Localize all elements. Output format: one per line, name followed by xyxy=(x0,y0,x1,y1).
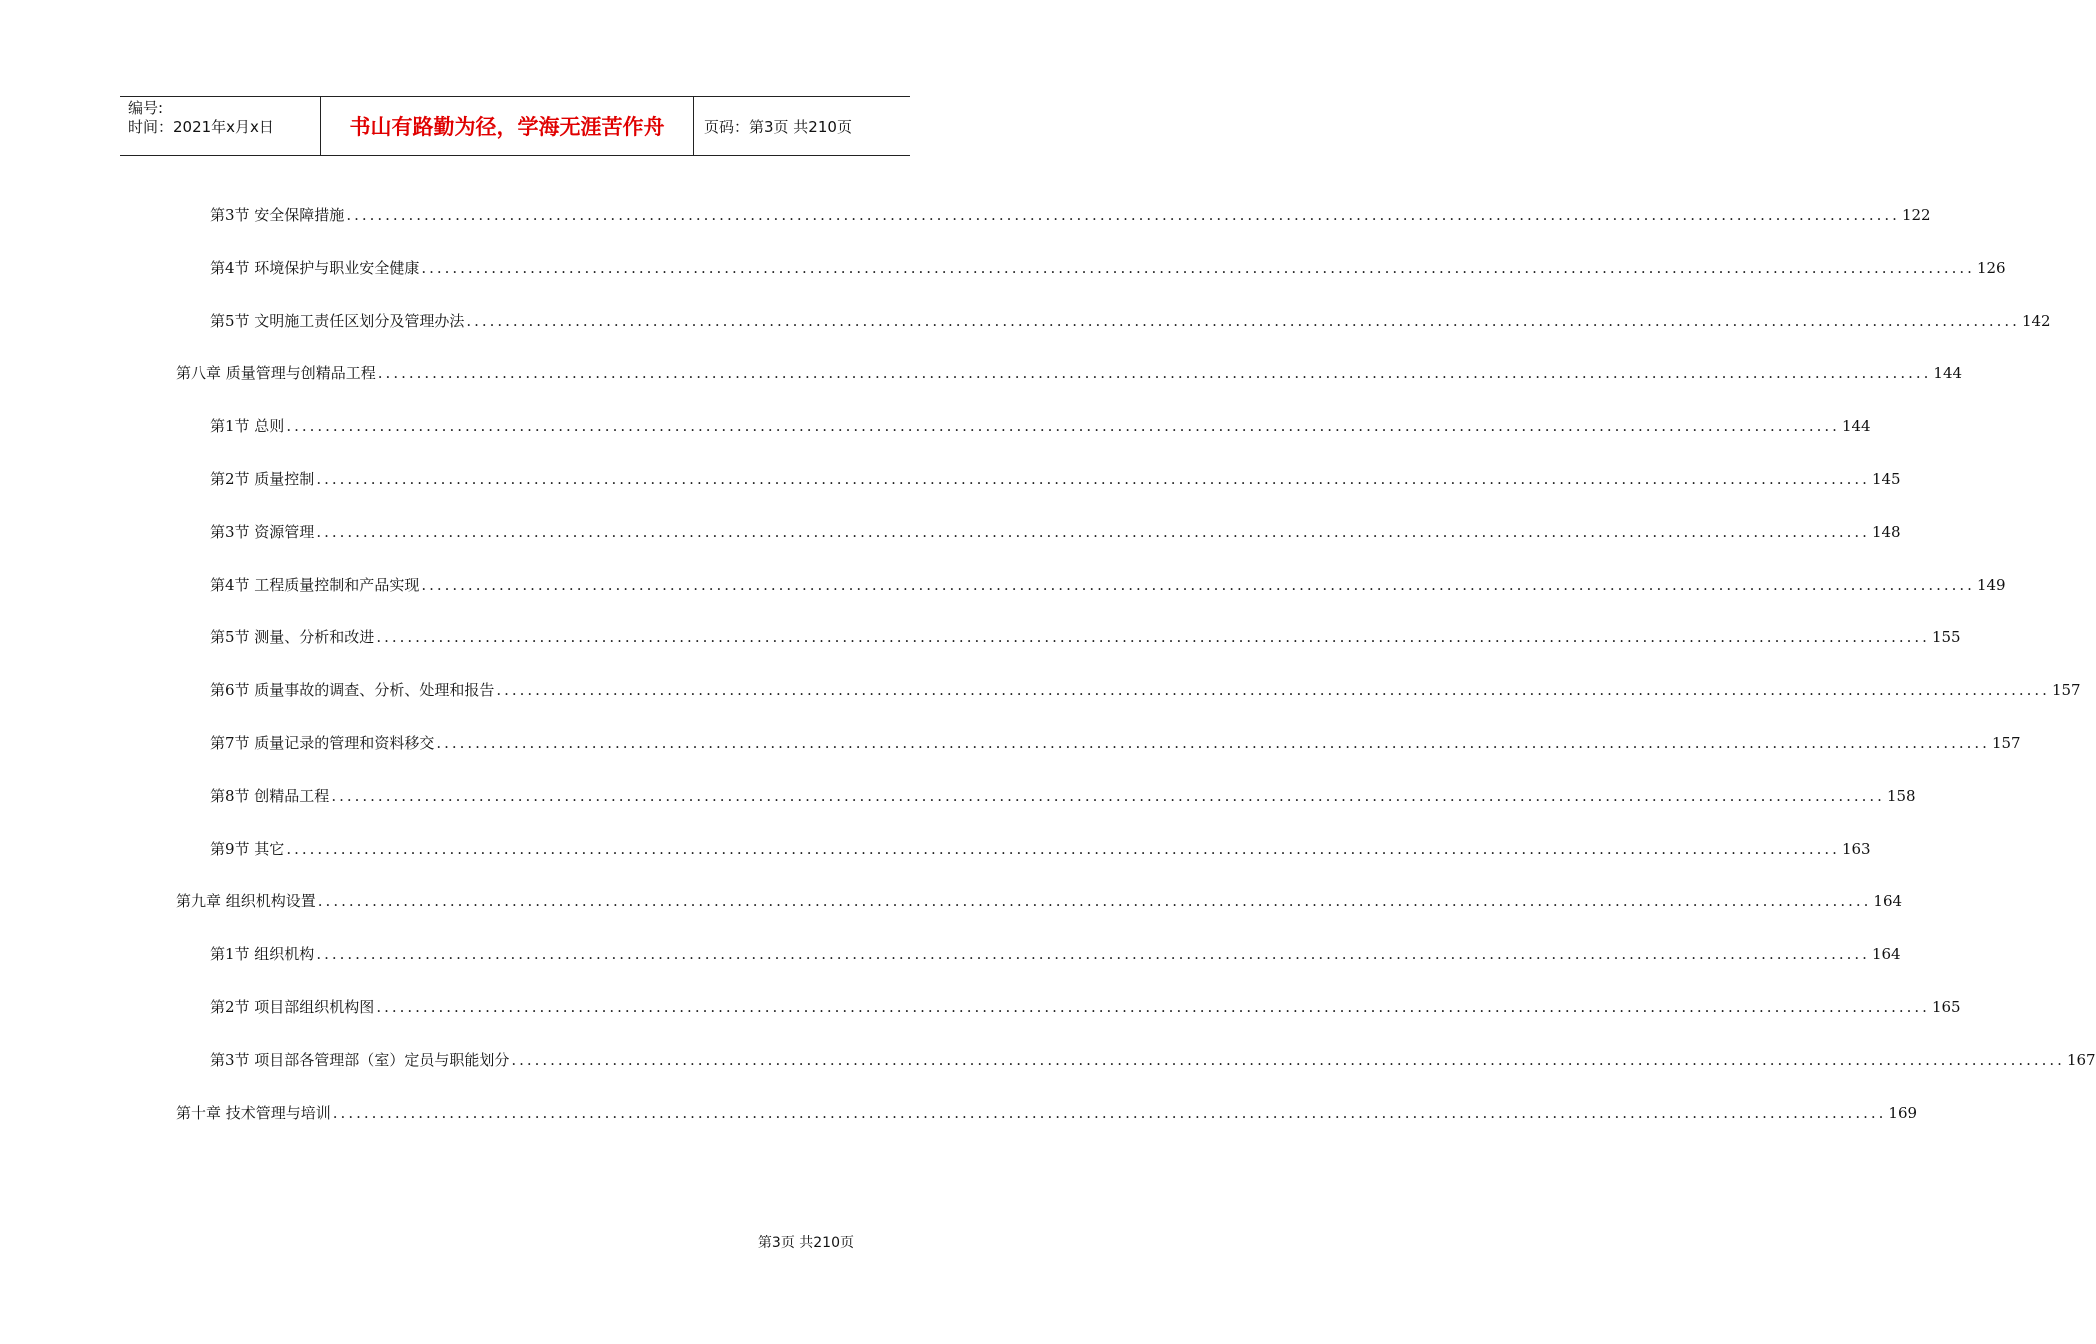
toc-entry-page: 163 xyxy=(1841,839,1871,858)
toc-section-entry[interactable] xyxy=(210,415,1871,437)
toc-section-entry[interactable] xyxy=(210,204,1931,226)
toc-entry-page: 144 xyxy=(1933,364,1963,383)
toc-entry-page: 158 xyxy=(1886,786,1916,805)
toc-entry-page: 148 xyxy=(1871,522,1901,541)
toc-entry-page: 149 xyxy=(1976,575,2006,594)
toc-leader-dots: ........................................................................................................................................................................................................ xyxy=(286,417,1840,436)
page-header xyxy=(120,96,910,156)
toc-leader-dots: ........................................................................................................................................................................................................ xyxy=(496,681,2050,700)
toc-entry-page: 155 xyxy=(1931,628,1961,647)
footer-page-info: 第3页 共210页 xyxy=(757,1235,854,1251)
toc-leader-dots: ........................................................................................................................................................................................................ xyxy=(286,839,1840,858)
toc-entry-label: 第十章 技术管理与培训 xyxy=(176,1103,331,1122)
toc-leader-dots: ........................................................................................................................................................................................................ xyxy=(421,575,1975,594)
toc-entry-label: 第八章 质量管理与创精品工程 xyxy=(176,364,376,383)
toc-leader-dots: ........................................................................................................................................................................................................ xyxy=(316,945,1870,964)
toc-section-entry[interactable] xyxy=(210,310,2051,332)
toc-entry-label: 第2节 质量控制 xyxy=(210,470,315,488)
toc-entry-page: 144 xyxy=(1841,417,1871,436)
toc-entry-label: 第1节 总则 xyxy=(210,417,285,436)
toc-leader-dots: ........................................................................................................................................................................................................ xyxy=(331,786,1885,805)
toc-entry-label: 第4节 工程质量控制和产品实现 xyxy=(210,575,420,594)
toc-entry-page: 157 xyxy=(1991,734,2021,752)
toc-entry-label: 第7节 质量记录的管理和资料移交 xyxy=(210,734,435,752)
toc-entry-label: 第3节 安全保障措施 xyxy=(210,206,345,224)
toc-entry-page: 145 xyxy=(1871,470,1901,488)
toc-leader-dots: ........................................................................................................................................................................................................ xyxy=(376,628,1930,647)
toc-section-entry[interactable] xyxy=(210,732,2021,754)
toc-entry-label: 第4节 环境保护与职业安全健康 xyxy=(210,258,420,277)
toc-leader-dots: ........................................................................................................................................................................................................ xyxy=(317,892,1872,911)
toc-entry-page: 169 xyxy=(1888,1103,1918,1122)
toc-leader-dots: ........................................................................................................................................................................................................ xyxy=(346,206,1900,224)
toc-entry-label: 第5节 测量、分析和改进 xyxy=(210,628,375,647)
toc-leader-dots: ........................................................................................................................................................................................................ xyxy=(511,1050,2065,1069)
toc-section-entry[interactable] xyxy=(210,785,1916,807)
toc-entry-page: 164 xyxy=(1871,945,1901,964)
header-meta xyxy=(120,97,321,155)
toc-leader-dots: ........................................................................................................................................................................................................ xyxy=(466,311,2020,330)
toc-leader-dots: ........................................................................................................................................................................................................ xyxy=(376,998,1930,1016)
toc-section-entry[interactable] xyxy=(210,574,2006,596)
toc-leader-dots: ........................................................................................................................................................................................................ xyxy=(377,364,1932,383)
toc-entry-label: 第九章 组织机构设置 xyxy=(176,892,316,911)
toc-leader-dots: ........................................................................................................................................................................................................ xyxy=(421,258,1975,277)
time-label: 时间：2021年x月x日 xyxy=(128,118,274,136)
toc-entry-page: 122 xyxy=(1901,206,1931,224)
toc-entry-page: 142 xyxy=(2021,311,2051,330)
toc-section-entry[interactable] xyxy=(210,1049,2096,1071)
toc-section-entry[interactable] xyxy=(210,943,1901,965)
toc-entry-label: 第2节 项目部组织机构图 xyxy=(210,998,375,1016)
toc-entry-page: 126 xyxy=(1976,258,2006,277)
toc-section-entry[interactable] xyxy=(210,679,2081,701)
toc-entry-page: 165 xyxy=(1931,998,1961,1016)
toc-entry-label: 第3节 项目部各管理部（室）定员与职能划分 xyxy=(210,1050,510,1069)
toc-section-entry[interactable] xyxy=(210,521,1901,543)
toc-leader-dots: ........................................................................................................................................................................................................ xyxy=(316,470,1870,488)
header-motto: 书山有路勤为径，学海无涯苦作舟 xyxy=(321,97,694,155)
number-label: 编号: xyxy=(128,99,164,117)
toc-entry-label: 第8节 创精品工程 xyxy=(210,786,330,805)
toc-entry-page: 164 xyxy=(1873,892,1903,911)
toc-section-entry[interactable] xyxy=(210,468,1901,490)
toc-section-entry[interactable] xyxy=(210,626,1961,648)
toc-leader-dots: ........................................................................................................................................................................................................ xyxy=(316,522,1870,541)
toc-entry-label: 第5节 文明施工责任区划分及管理办法 xyxy=(210,311,465,330)
toc-chapter-entry[interactable] xyxy=(176,1102,1918,1124)
toc-entry-label: 第3节 资源管理 xyxy=(210,522,315,541)
toc-entry-page: 167 xyxy=(2066,1050,2096,1069)
header-page-info: 页码：第3页 共210页 xyxy=(704,117,852,136)
toc-entry-label: 第6节 质量事故的调查、分析、处理和报告 xyxy=(210,681,495,700)
toc-section-entry[interactable] xyxy=(210,838,1871,860)
toc-section-entry[interactable] xyxy=(210,257,2006,279)
toc-leader-dots: ........................................................................................................................................................................................................ xyxy=(436,734,1990,752)
toc-leader-dots: ........................................................................................................................................................................................................ xyxy=(332,1103,1887,1122)
toc-section-entry[interactable] xyxy=(210,996,1961,1018)
toc-chapter-entry[interactable] xyxy=(176,362,1963,384)
toc-chapter-entry[interactable] xyxy=(176,890,1903,912)
toc-entry-label: 第1节 组织机构 xyxy=(210,945,315,964)
toc-entry-page: 157 xyxy=(2051,681,2081,700)
toc-entry-label: 第9节 其它 xyxy=(210,839,285,858)
